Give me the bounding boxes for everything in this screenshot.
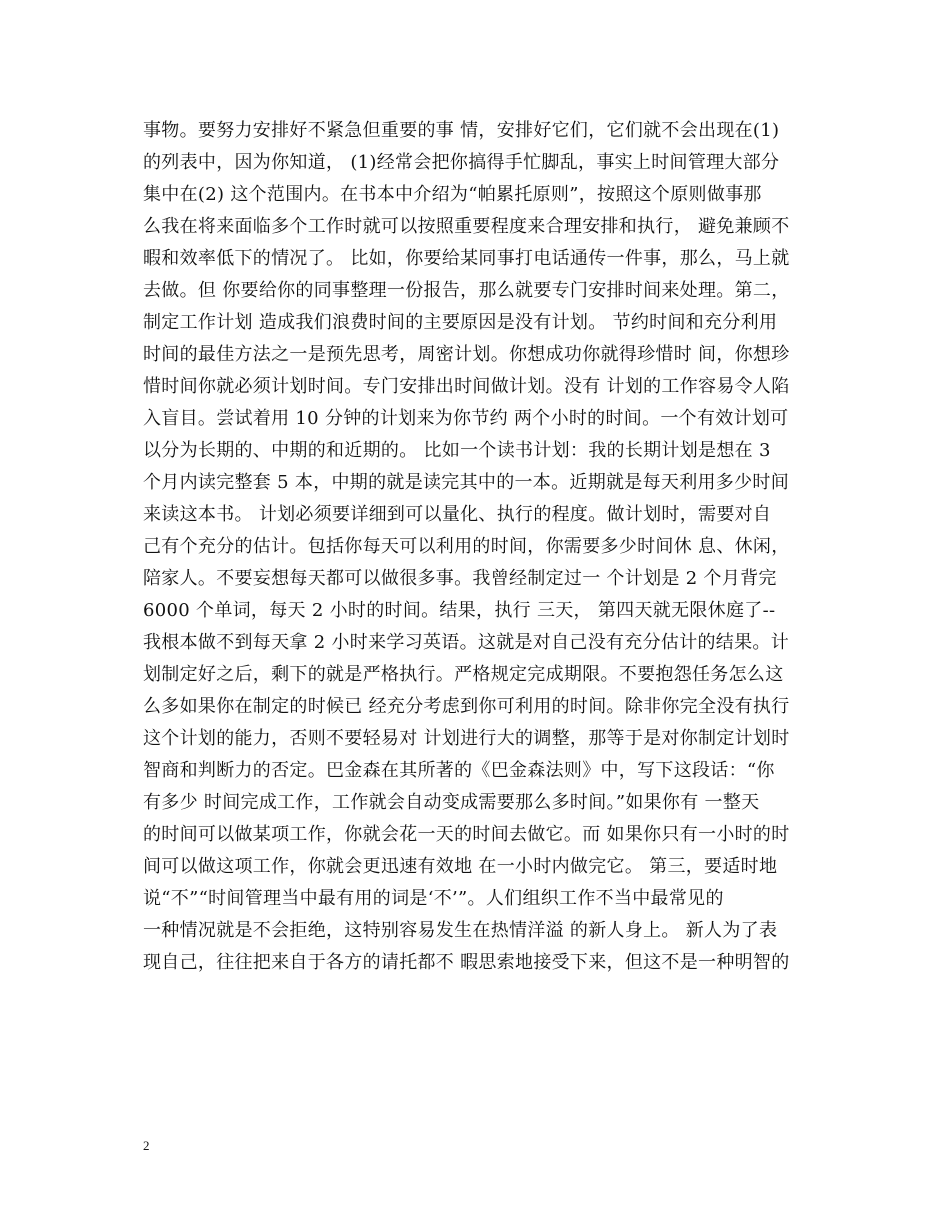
text-line: 时间的最佳方法之一是预先思考，周密计划。你想成功你就得珍惜时 间，你想珍 [143, 344, 790, 365]
text-line: 制定工作计划 造成我们浪费时间的主要原因是没有计划。 节约时间和充分利用 [143, 312, 778, 333]
text-line: 以分为长期的、中期的和近期的。 比如一个读书计划：我的长期计划是想在 3 [143, 440, 771, 461]
text-line: 暇和效率低下的情况了。 比如，你要给某同事打电话通传一件事，那么，马上就 [143, 248, 790, 269]
text-line: 事物。要努力安排好不紧急但重要的事 情，安排好它们，它们就不会出现在(1) [143, 120, 780, 141]
text-line: 智商和判断力的否定。巴金森在其所著的《巴金森法则》中，写下这段话：“你 [143, 760, 775, 781]
text-line: 的列表中，因为你知道， (1)经常会把你搞得手忙脚乱，事实上时间管理大部分 [143, 152, 780, 173]
text-line: 有多少 时间完成工作，工作就会自动变成需要那么多时间。”如果你有 一整天 [143, 792, 760, 813]
text-line: 么多如果你在制定的时候已 经充分考虑到你可利用的时间。除非你完全没有执行 [143, 696, 790, 717]
text-line: 惜时间你就必须计划时间。专门安排出时间做计划。没有 计划的工作容易令人陷 [143, 376, 790, 397]
text-line: 现自己，往往把来自于各方的请托都不 暇思索地接受下来，但这不是一种明智的 [143, 952, 790, 973]
text-line: 说“不”“时间管理当中最有用的词是‘不’”。人们组织工作不当中最常见的 [143, 888, 724, 909]
text-line: 集中在(2) 这个范围内。在书本中介绍为“帕累托原则”，按照这个原则做事那 [143, 184, 762, 205]
text-line: 这个计划的能力，否则不要轻易对 计划进行大的调整，那等于是对你制定计划时 [143, 728, 790, 749]
text-line: 己有个充分的估计。包括你每天可以利用的时间，你需要多少时间休 息、休闲， [143, 536, 790, 557]
body-text [143, 115, 813, 979]
text-line: 我根本做不到每天拿 2 小时来学习英语。这就是对自己没有充分估计的结果。计 [143, 632, 789, 653]
text-line: 去做。但 你要给你的同事整理一份报告，那么就要专门安排时间来处理。第二， [143, 280, 790, 301]
page-number: 2 [143, 1138, 150, 1153]
text-line: 么我在将来面临多个工作时就可以按照重要程度来合理安排和执行， 避免兼顾不 [143, 216, 790, 237]
text-line: 来读这本书。 计划必须要详细到可以量化、执行的程度。做计划时，需要对自 [143, 504, 772, 525]
text-line: 入盲目。尝试着用 10 分钟的计划来为你节约 两个小时的时间。一个有效计划可 [143, 408, 789, 429]
text-line: 个月内读完整套 5 本，中期的就是读完其中的一本。近期就是每天利用多少时间 [143, 472, 789, 493]
text-line: 一种情况就是不会拒绝，这特别容易发生在热情洋溢 的新人身上。 新人为了表 [143, 920, 778, 941]
text-line: 6000 个单词，每天 2 小时的时间。结果，执行 三天， 第四天就无限休庭了-- [143, 600, 776, 621]
text-line: 陪家人。不要妄想每天都可以做很多事。我曾经制定过一 个计划是 2 个月背完 [143, 568, 777, 589]
text-line: 间可以做这项工作，你就会更迅速有效地 在一小时内做完它。 第三，要适时地 [143, 856, 778, 877]
text-line: 的时间可以做某项工作，你就会花一天的时间去做它。而 如果你只有一小时的时 [143, 824, 790, 845]
text-line: 划制定好之后，剩下的就是严格执行。严格规定完成期限。不要抱怨任务怎么这 [143, 664, 784, 685]
